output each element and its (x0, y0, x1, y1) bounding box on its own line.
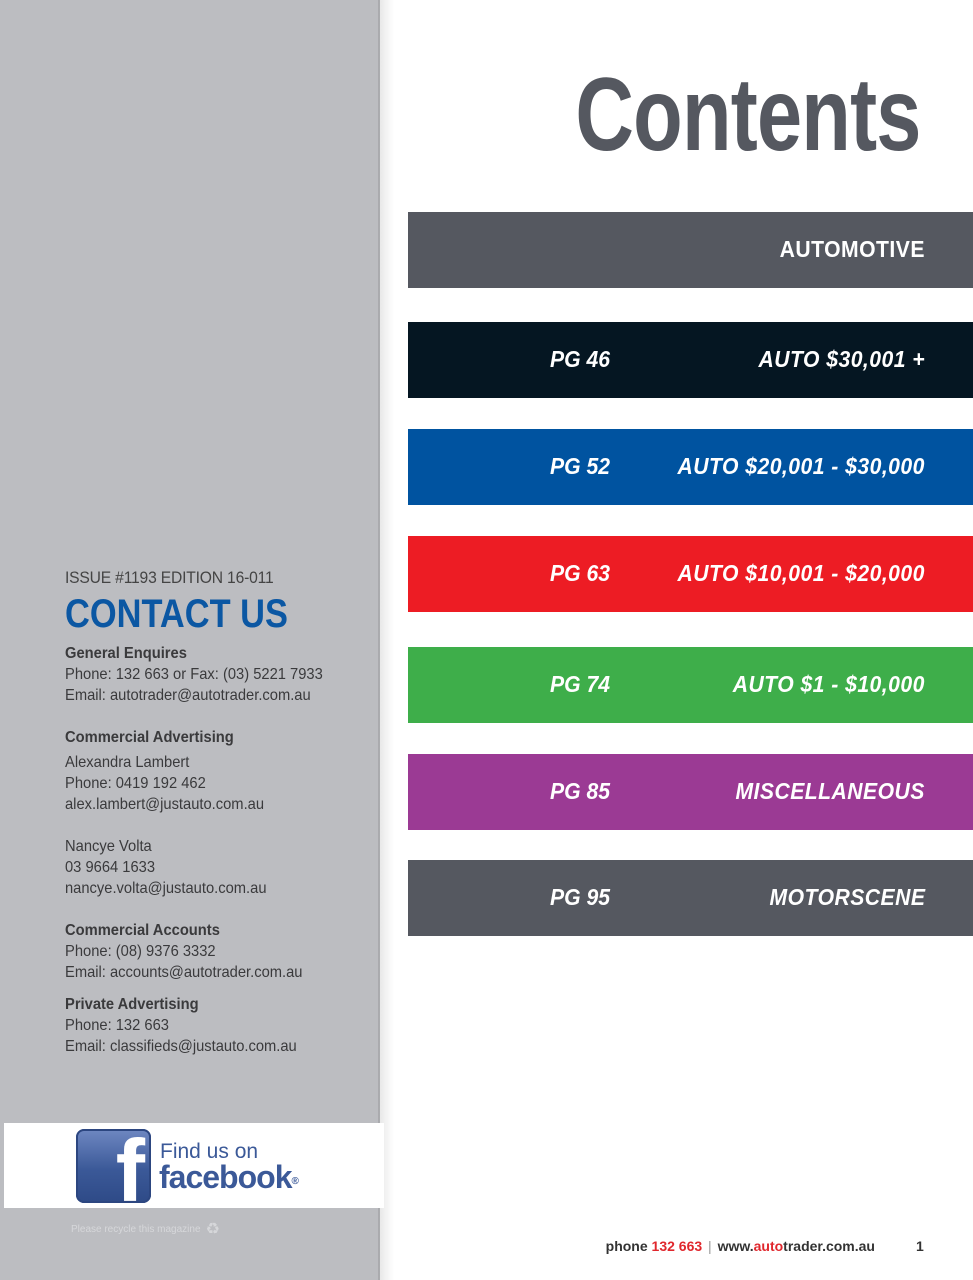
page-number: 1 (916, 1238, 924, 1254)
footer-domain: trader.com.au (783, 1238, 875, 1254)
rep2-email[interactable]: nancye.volta@justauto.com.au (65, 880, 267, 897)
section-page: PG 85 (550, 778, 611, 804)
section-bar-auto-1-10000[interactable] (408, 647, 973, 723)
recycle-note (71, 1219, 220, 1239)
general-email[interactable]: Email: autotrader@autotrader.com.au (65, 687, 311, 704)
sidebar-shadow (378, 0, 394, 1280)
private-phone: Phone: 132 663 (65, 1017, 169, 1034)
facebook-icon (76, 1129, 151, 1203)
private-email[interactable]: Email: classifieds@justauto.com.au (65, 1038, 297, 1055)
rep2-name: Nancye Volta (65, 838, 152, 855)
general-enquiries-title: General Enquires (65, 645, 187, 662)
footer-phone-prefix: phone (605, 1238, 648, 1254)
accounts-title: Commercial Accounts (65, 922, 220, 939)
section-bar-auto-20001-30000[interactable] (408, 429, 973, 505)
section-page: PG 63 (550, 560, 611, 586)
rep1-phone: Phone: 0419 192 462 (65, 775, 206, 792)
section-page: PG 74 (550, 671, 611, 697)
facebook-find-text: Find us on (160, 1140, 259, 1163)
section-page: PG 52 (550, 453, 611, 479)
facebook-registered: ® (291, 1176, 298, 1187)
page-title: Contents (575, 57, 921, 173)
facebook-brand: facebook (159, 1159, 292, 1195)
rep1-name: Alexandra Lambert (65, 754, 190, 771)
rep1-email[interactable]: alex.lambert@justauto.com.au (65, 796, 265, 813)
private-title: Private Advertising (65, 996, 199, 1013)
section-bar-auto-30001-plus[interactable] (408, 322, 973, 398)
footer-www: www. (717, 1238, 754, 1254)
section-label: AUTOMOTIVE (779, 236, 925, 262)
footer-auto: auto (753, 1238, 784, 1254)
section-label: MOTORSCENE (769, 884, 925, 910)
contact-heading: CONTACT US (65, 592, 288, 636)
issue-number: ISSUE #1193 EDITION 16-011 (65, 568, 274, 587)
facebook-f-glyph: f (115, 1129, 145, 1203)
section-label: AUTO $30,001 + (758, 346, 925, 372)
section-label: AUTO $20,001 - $30,000 (677, 453, 925, 479)
footer-contact (606, 1238, 875, 1254)
facebook-banner[interactable] (4, 1123, 384, 1208)
section-label: AUTO $10,001 - $20,000 (677, 560, 925, 586)
section-bar-auto-10001-20000[interactable] (408, 536, 973, 612)
recycle-text: Please recycle this magazine (71, 1224, 201, 1235)
general-phone: Phone: 132 663 or Fax: (03) 5221 7933 (65, 666, 323, 683)
advertising-title: Commercial Advertising (65, 729, 234, 746)
section-bar-motorscene[interactable] (408, 860, 973, 936)
section-bar-miscellaneous[interactable] (408, 754, 973, 830)
accounts-email[interactable]: Email: accounts@autotrader.com.au (65, 964, 303, 981)
section-label: AUTO $1 - $10,000 (732, 671, 925, 697)
footer-phone: 132 663 (651, 1238, 703, 1254)
footer-separator: | (708, 1238, 712, 1254)
contact-section (65, 568, 365, 1057)
facebook-wordmark (159, 1159, 298, 1196)
footer-website[interactable] (718, 1238, 875, 1254)
rep2-phone: 03 9664 1633 (65, 859, 156, 876)
accounts-phone: Phone: (08) 9376 3332 (65, 943, 216, 960)
section-label: MISCELLANEOUS (735, 778, 925, 804)
section-bar-automotive[interactable] (408, 212, 973, 288)
section-page: PG 95 (550, 884, 611, 910)
recycle-icon: ♻ (205, 1221, 220, 1238)
section-page: PG 46 (550, 346, 611, 372)
